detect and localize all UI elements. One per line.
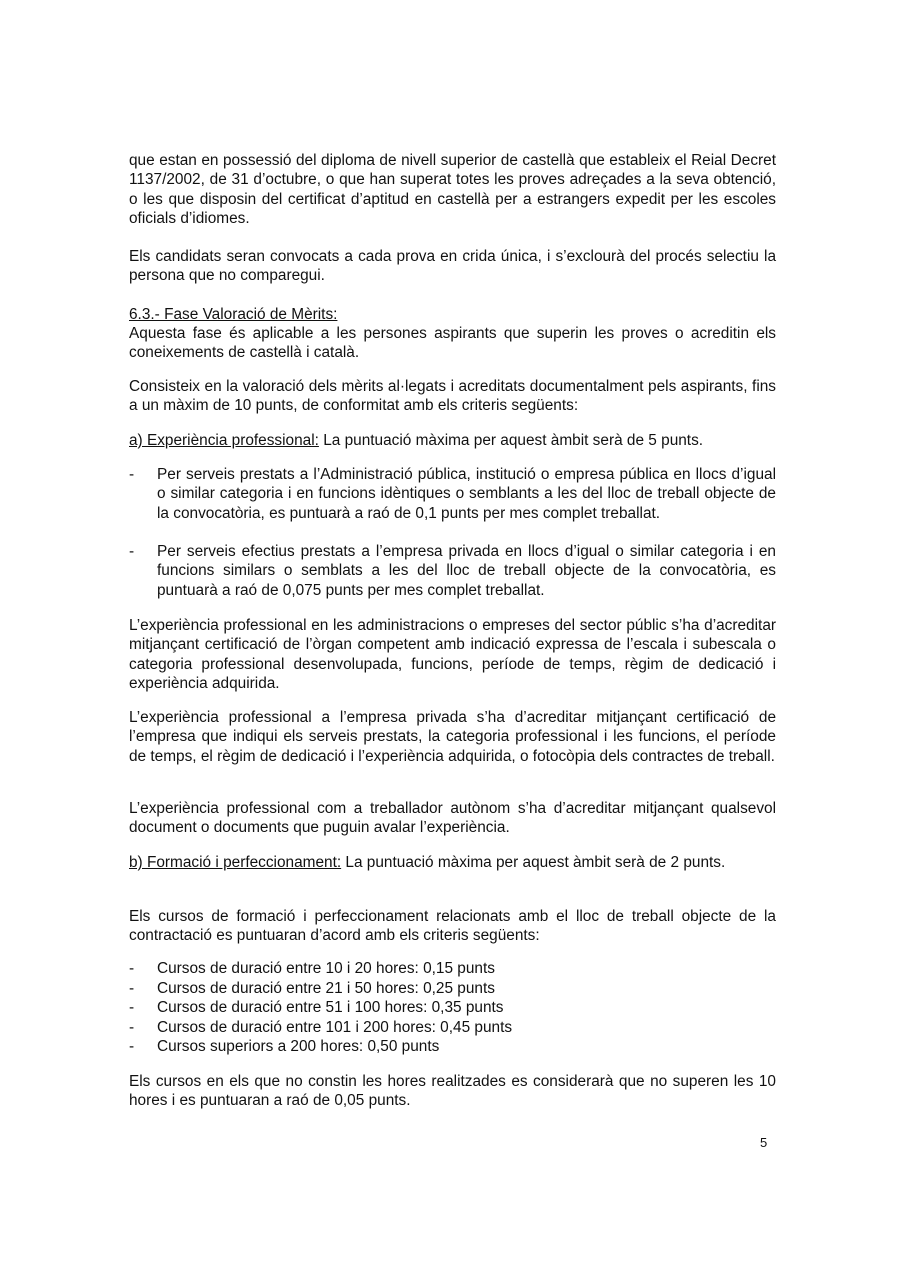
paragraph: Consisteix en la valoració dels mèrits al·legats i acreditats documentalment pels aspirants, fins a un màxim de 10 punts, de conformitat amb els criteris següents:	[129, 378, 776, 415]
list-item-text: Cursos de duració entre 51 i 100 hores: 0,35 punts	[157, 999, 504, 1016]
list-item	[129, 1018, 776, 1037]
list-item-text: Cursos de duració entre 10 i 20 hores: 0,15 punts	[157, 960, 495, 977]
paragraph: Els cursos en els que no constin les hores realitzades es considerarà que no superen les 10 hores i es puntuaran a raó de 0,05 punts.	[129, 1073, 776, 1110]
list-item	[129, 542, 776, 600]
paragraph: Els candidats seran convocats a cada prova en crida única, i s’exclourà del procés selectiu la persona que no comparegui.	[129, 248, 776, 285]
subsection-b	[129, 853, 776, 872]
list-item	[129, 998, 776, 1017]
list-item	[129, 959, 776, 978]
paragraph: que estan en possessió del diploma de nivell superior de castellà que estableix el Reial Decret 1137/2002, de 31 d’octubre, o que han superat totes les proves adreçades a la seva obtenció, o les que disposin del certificat d’aptitud en castellà per a estrangers expedit per les escoles oficials d’idiomes.	[129, 152, 776, 227]
list-item-text: Per serveis prestats a l’Administració pública, institució o empresa pública en llocs d’igual o similar categoria i en funcions idèntiques o semblants a les del lloc de treball objecte de la convocatòria, es puntuarà a raó de 0,1 punts per mes complet treballat.	[157, 466, 776, 522]
subsection-text: La puntuació màxima per aquest àmbit serà de 5 punts.	[318, 432, 704, 449]
subsection-a	[129, 431, 776, 450]
dash-bullet: -	[129, 1038, 135, 1055]
list-item	[129, 979, 776, 998]
list-item	[129, 465, 776, 523]
paragraph: L’experiència professional a l’empresa privada s’ha d’acreditar mitjançant certificació de l’empresa que indiqui els serveis prestats, la categoria professional i les funcions, el període de temps, el règim de dedicació i l’experiència adquirida, o fotocòpia dels contractes de treball.	[129, 709, 776, 765]
subsection-title: a) Experiència professional:	[129, 432, 319, 449]
paragraph: L’experiència professional en les administracions o empreses del sector públic s’ha d’acreditar mitjançant certificació de l’òrgan competent amb indicació expressa de l’escala i subescala o categoria professional desenvolupada, funcions, període de temps, règim de dedicació i experiència adquirida.	[129, 617, 776, 692]
dash-bullet: -	[129, 979, 135, 997]
dash-bullet: -	[129, 1018, 135, 1036]
list-item-text: Cursos de duració entre 21 i 50 hores: 0,25 punts	[157, 979, 495, 997]
section-heading: 6.3.- Fase Valoració de Mèrits:	[129, 306, 338, 323]
dash-bullet: -	[129, 543, 135, 560]
dash-bullet: -	[129, 999, 135, 1016]
list-item-text: Cursos de duració entre 101 i 200 hores: 0,45 punts	[157, 1018, 513, 1036]
list-item	[129, 1037, 776, 1056]
page-number: 5	[760, 1135, 768, 1150]
list-item-text: Per serveis efectius prestats a l’empresa privada en llocs d’igual o similar categoria i en funcions similars o semblats a les del lloc de treball objecte de la convocatòria, es puntuarà a raó de 0,075 punts per mes complet treballat.	[157, 543, 776, 599]
dash-bullet: -	[129, 466, 135, 483]
paragraph: Aquesta fase és aplicable a les persones aspirants que superin les proves o acreditin els coneixements de castellà i català.	[129, 325, 776, 362]
list-item-text: Cursos superiors a 200 hores: 0,50 punts	[157, 1038, 440, 1055]
dash-bullet: -	[129, 960, 135, 977]
paragraph: L’experiència professional com a treballador autònom s’ha d’acreditar mitjançant qualsevol document o documents que puguin avalar l’experiència.	[129, 800, 776, 837]
paragraph: Els cursos de formació i perfeccionament relacionats amb el lloc de treball objecte de la contractació es puntuaran d’acord amb els criteris següents:	[129, 908, 776, 945]
subsection-title: b) Formació i perfeccionament:	[129, 854, 342, 871]
subsection-text: La puntuació màxima per aquest àmbit serà de 2 punts.	[341, 854, 726, 871]
